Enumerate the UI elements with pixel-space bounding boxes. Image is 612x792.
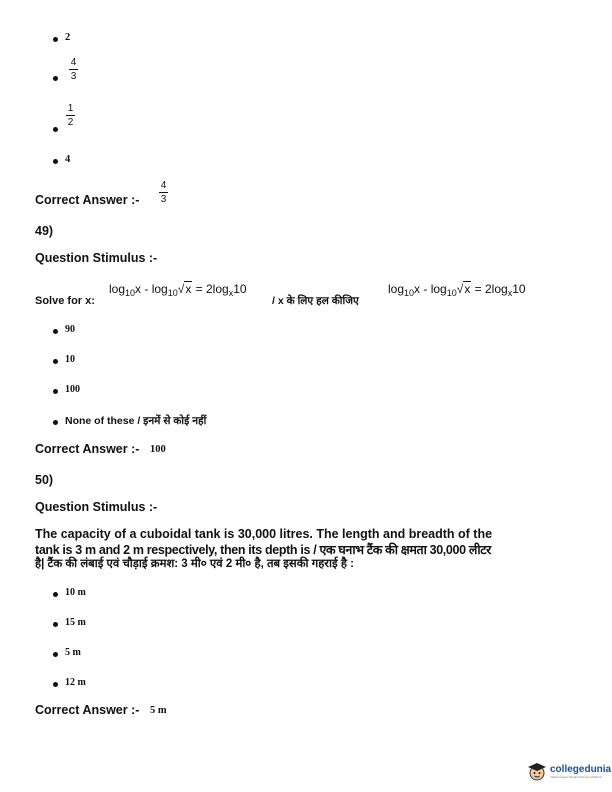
hindi-instruction: / x के लिए हल कीजिए	[272, 295, 359, 307]
correct-answer-value: 5 m	[150, 705, 167, 716]
question-number: 50)	[35, 473, 54, 487]
bullet	[53, 76, 58, 81]
fraction-bar	[66, 115, 75, 116]
bullet	[53, 420, 58, 425]
option-2: 10	[65, 354, 75, 365]
fraction-denominator: 2	[67, 117, 74, 128]
option-2: 15 m	[65, 617, 86, 628]
option-3: 100	[65, 384, 80, 395]
fraction-bar	[159, 192, 168, 193]
option-3-fraction	[66, 103, 75, 128]
bullet	[53, 622, 58, 627]
option-4: 12 m	[65, 677, 86, 688]
fraction-bar	[69, 69, 78, 70]
correct-answer-label: Correct Answer :-	[35, 703, 140, 717]
bullet	[53, 389, 58, 394]
option-1: 10 m	[65, 587, 86, 598]
logo-text: collegedunia	[550, 763, 612, 775]
bullet	[53, 37, 58, 42]
option-4: None of these / इनमें से कोई नहीं	[65, 415, 207, 427]
bullet	[53, 329, 58, 334]
correct-answer-label: Correct Answer :-	[35, 193, 140, 207]
fraction-numerator: 4	[70, 57, 77, 68]
equation: $\log_{10}x - \log_{10}√x = 2\log_x10$	[109, 282, 247, 298]
bullet	[53, 652, 58, 657]
collegedunia-logo	[526, 760, 611, 782]
question-text-line: है| टैंक की लंबाई एवं चौड़ाई क्रमश: 3 मी० एवं 2 मी० है, तब इसकी गहराई है :	[35, 558, 354, 570]
bullet	[53, 682, 58, 687]
fraction-numerator: 4	[160, 180, 167, 191]
bullet	[53, 159, 58, 164]
option-1: 2	[65, 32, 71, 43]
graduate-mascot-icon	[526, 760, 548, 782]
logo-text-block	[550, 764, 611, 779]
option-4: 4	[65, 154, 71, 165]
fraction-numerator: 1	[67, 103, 74, 114]
option-1: 90	[65, 324, 75, 335]
correct-answer-value: 100	[150, 444, 166, 455]
equation: $\log_{10}x - \log_{10}√x = 2\log_x10$	[388, 282, 526, 298]
option-2-fraction	[69, 57, 78, 82]
fraction-denominator: 3	[160, 194, 167, 205]
question-text-line: tank is 3 m and 2 m respectively, then its depth is / एक घनाभ टैंक की क्षमता 30,000 लीटर	[35, 543, 491, 557]
option-3: 5 m	[65, 647, 81, 658]
fraction-denominator: 3	[70, 71, 77, 82]
logo-tagline: India's largest Student Review Platform	[550, 774, 603, 779]
question-number: 49)	[35, 224, 54, 238]
bullet	[53, 127, 58, 132]
correct-answer-fraction	[159, 180, 168, 205]
bullet	[53, 592, 58, 597]
bullet	[53, 359, 58, 364]
solve-label: Solve for x:	[35, 295, 95, 307]
question-stimulus-label: Question Stimulus :-	[35, 251, 158, 265]
correct-answer-label: Correct Answer :-	[35, 442, 140, 456]
question-text-line: The capacity of a cuboidal tank is 30,000 litres. The length and breadth of the	[35, 527, 493, 541]
question-stimulus-label: Question Stimulus :-	[35, 500, 158, 514]
